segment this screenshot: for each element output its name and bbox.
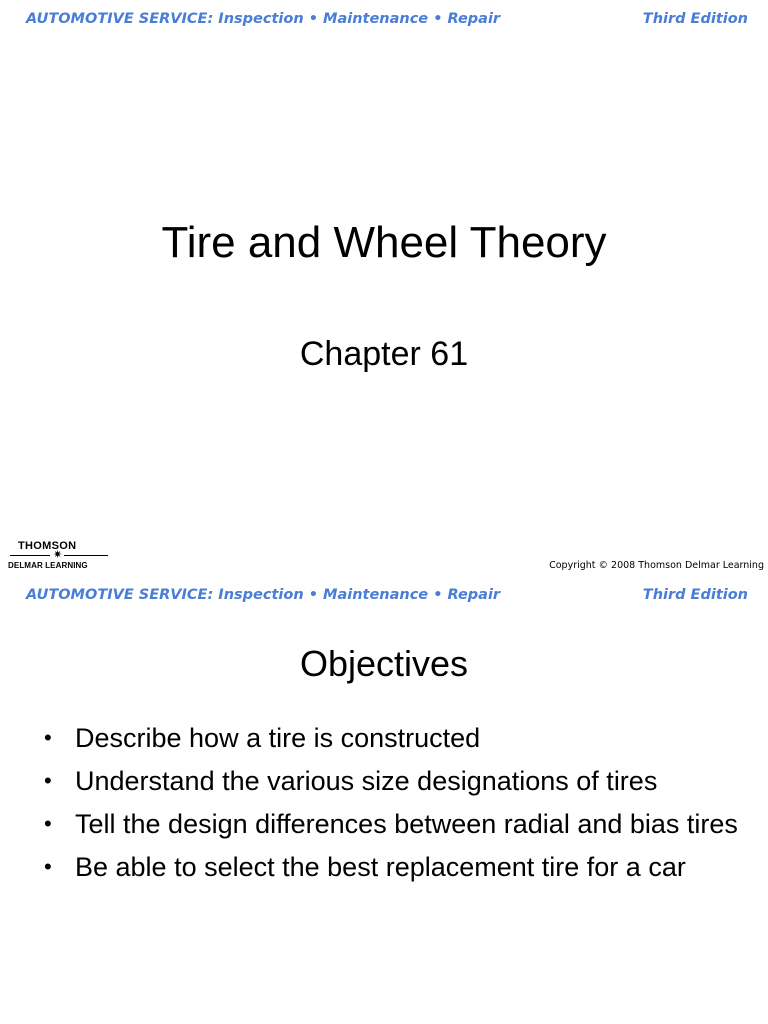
- bullet-icon: •: [44, 854, 52, 879]
- list-item-text: Be able to select the best replacement tire for a car: [75, 852, 686, 882]
- edition-label: Third Edition: [642, 11, 748, 27]
- slide-title: Tire and Wheel Theory: [161, 218, 607, 267]
- book-title: AUTOMOTIVE SERVICE: Inspection • Maintenance • Repair: [26, 11, 501, 27]
- slide-header: [0, 576, 768, 616]
- logo-line-left: [10, 555, 50, 556]
- book-title: AUTOMOTIVE SERVICE: Inspection • Maintenance • Repair: [26, 587, 501, 603]
- slide-header: [0, 0, 768, 40]
- list-item: [40, 764, 760, 798]
- logo-line-right: [64, 555, 108, 556]
- list-item: [40, 721, 760, 755]
- bullet-icon: •: [44, 811, 52, 836]
- objectives-list: [40, 721, 760, 893]
- list-item-text: Describe how a tire is constructed: [75, 723, 481, 753]
- chapter-subtitle: Chapter 61: [299, 335, 469, 373]
- objectives-slide: [0, 576, 768, 1024]
- bullet-icon: •: [44, 768, 52, 793]
- slide-title: Objectives: [299, 643, 469, 684]
- edition-label: Third Edition: [642, 587, 748, 603]
- list-item-text: Tell the design differences between radial and bias tires: [75, 809, 738, 839]
- list-item: [40, 807, 760, 841]
- logo-imprint-text: DELMAR LEARNING: [8, 561, 88, 570]
- list-item-text: Understand the various size designations of tires: [75, 766, 658, 796]
- list-item: [40, 850, 760, 884]
- logo-publisher-text: THOMSON: [18, 540, 77, 552]
- bullet-icon: •: [44, 725, 52, 750]
- publisher-logo: [8, 538, 118, 574]
- copyright-notice: Copyright © 2008 Thomson Delmar Learning: [549, 560, 764, 571]
- star-icon: ✷: [53, 549, 63, 561]
